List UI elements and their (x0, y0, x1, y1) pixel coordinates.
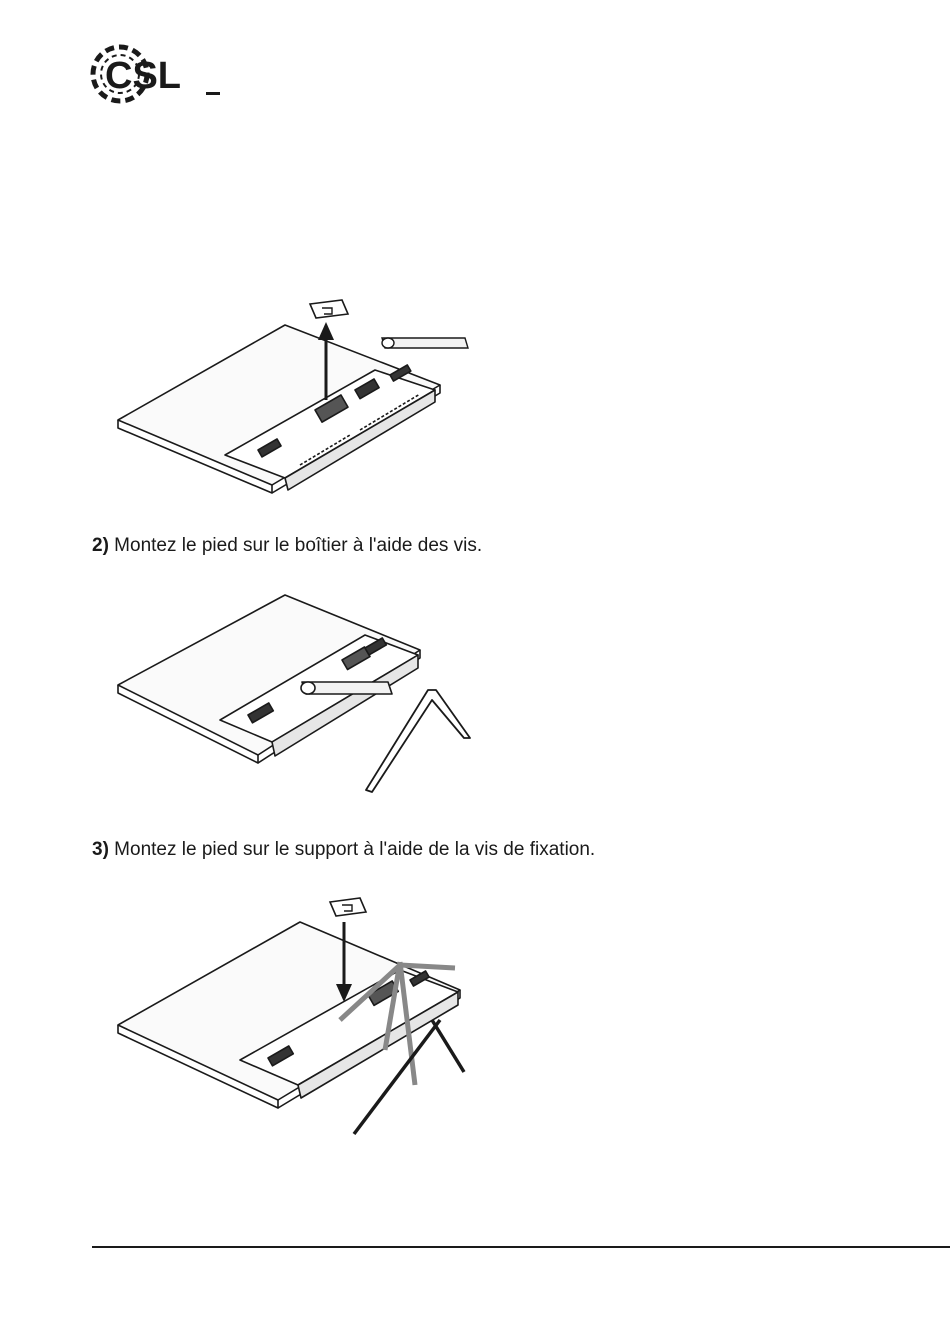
step-text: Montez le pied sur le support à l'aide de la vis de fixation. (108, 839, 596, 860)
fix-stand-illustration (110, 890, 480, 1145)
csl-logo (88, 40, 228, 112)
step-3-instruction (92, 838, 595, 862)
step-number: 3) (92, 839, 109, 860)
step-number: 2) (92, 535, 109, 556)
mount-stand-illustration (110, 590, 480, 800)
footer-divider (92, 1246, 950, 1248)
monitor-back-cover-icon (110, 290, 480, 505)
monitor-fixing-screw-icon (110, 890, 480, 1145)
csl-logo-icon (88, 40, 228, 112)
monitor-stand-icon (110, 590, 480, 800)
step-text: Montez le pied sur le boîtier à l'aide des vis. (108, 535, 483, 556)
remove-cover-illustration (110, 290, 480, 505)
step-2-instruction (92, 534, 482, 558)
logo-letters: CSL (105, 55, 181, 97)
